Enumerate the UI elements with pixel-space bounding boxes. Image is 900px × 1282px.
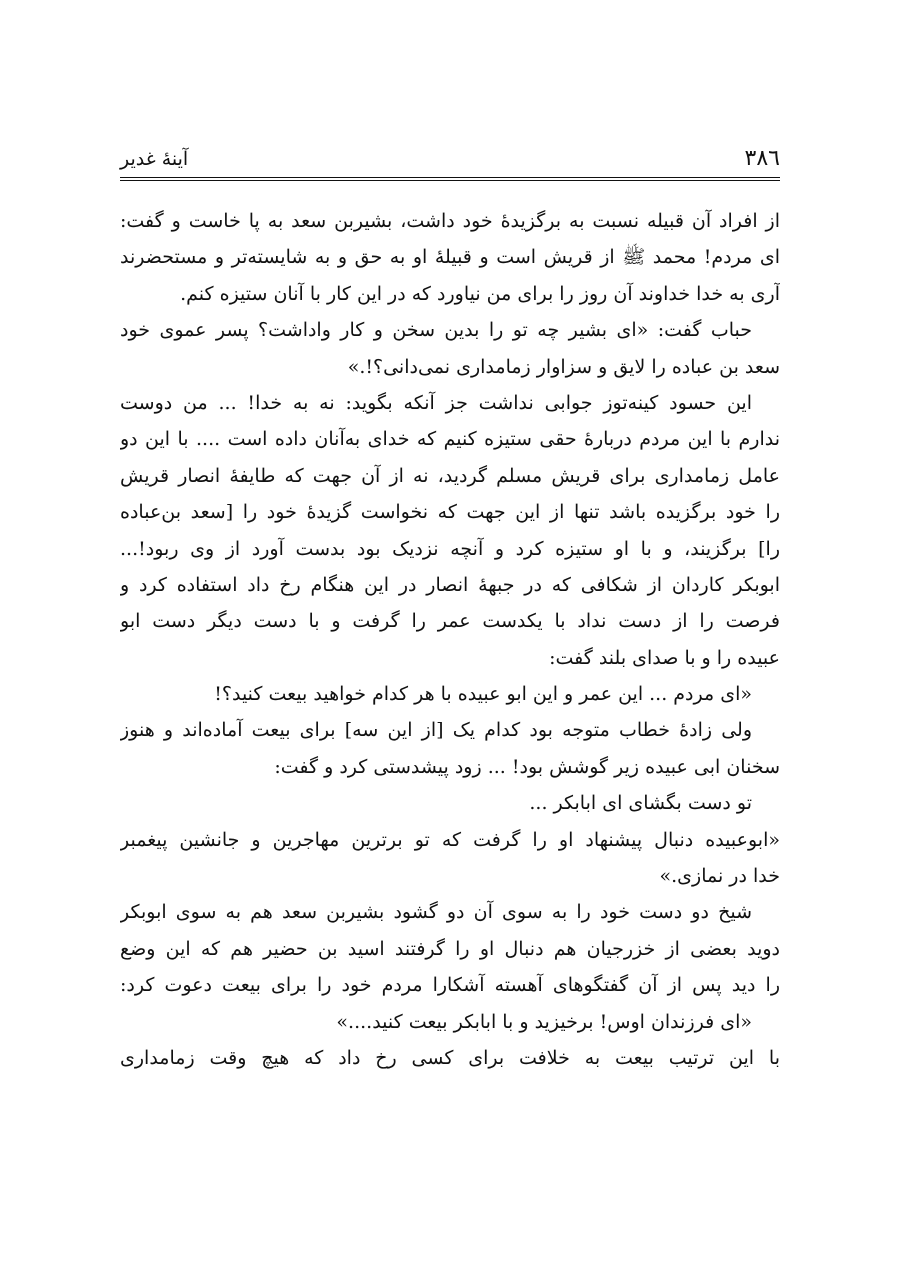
header-rule bbox=[120, 177, 780, 178]
page-header bbox=[120, 140, 780, 180]
text-line: با این ترتیب بیعت به خلافت برای کسی رخ داد که هیچ وقت زمامداری bbox=[120, 1046, 780, 1069]
text-line: را] برگزیند، و با او ستیزه کرد و آنچه نزدیک بود بدست آورد از وی ربود!... bbox=[120, 537, 780, 560]
text-line: آری به خدا خداوند آن روز را برای من نیاورد که در این کار با آنان ستیزه کنم. bbox=[180, 282, 780, 305]
text-line: عبیده را و با صدای بلند گفت: bbox=[549, 646, 780, 669]
text-line: سعد بن عباده را لایق و سزاوار زمامداری نمی‌دانی؟!.» bbox=[347, 355, 780, 378]
text-line: عامل زمامداری برای قریش مسلم گردید، نه از آن جهت که طایفۀ انصار قریش bbox=[120, 464, 780, 487]
page-number: ٣٨٦ bbox=[744, 146, 780, 171]
text-line: ولی زادۀ خطاب متوجه بود کدام یک [از این سه] برای بیعت آماده‌اند و هنوز bbox=[120, 719, 752, 742]
text-line: دوید بعضی از خزرجیان هم دنبال او را گرفتند اسید بن حضیر هم که این وضع bbox=[120, 937, 780, 960]
text-line: ندارم با این مردم دربارۀ حقی ستیزه کنیم که خدای به‌آنان داده است .... با این دو bbox=[120, 428, 780, 451]
text-line: این حسود کینه‌توز جوابی نداشت جز آنکه بگوید: نه به خدا! ... من دوست bbox=[120, 391, 752, 414]
text-line: از افراد آن قبیله نسبت به برگزیدۀ خود داشت، بشیربن سعد به پا خاست و گفت: bbox=[120, 210, 780, 232]
text-line: شیخ دو دست خود را به سوی آن دو گشود بشیربن سعد هم به سوی ابوبکر bbox=[120, 901, 752, 924]
text-line: «ابوعبیده دنبال پیشنهاد او را گرفت که تو برترین مهاجرین و جانشین پیغمبر bbox=[120, 828, 780, 851]
text-line: ای مردم! محمد ﷺ از قریش است و قبیلۀ او به حق و به شایسته‌تر و مستحضرند bbox=[120, 246, 780, 269]
header-rule-double bbox=[120, 180, 780, 181]
text-line: را خود برگزیده باشد تنها از این جهت که نخواست گزیدۀ خود را [سعد بن‌عباده bbox=[120, 501, 780, 524]
text-line: سخنان ابی عبیده زیر گوشش بود! ... زود پیشدستی کرد و گفت: bbox=[274, 755, 780, 778]
text-line: «ای مردم ... این عمر و این ابو عبیده با هر کدام خواهید بیعت کنید؟! bbox=[214, 683, 752, 706]
text-line: ابوبکر کاردان از شکافی که در جبهۀ انصار در این هنگام رخ داد استفاده کرد و bbox=[120, 573, 780, 596]
text-line: فرصت را از دست نداد با یکدست عمر را گرفت و با دست دیگر دست ابو bbox=[120, 610, 780, 633]
text-line: را دید پس از آن گفتگوهای آهسته آشکارا مردم خود را برای بیعت دعوت کرد: bbox=[120, 974, 780, 997]
text-line: «ای فرزندان اوس! برخیزید و با ابابکر بیعت کنید....» bbox=[336, 1010, 752, 1033]
text-line: تو دست بگشای ای ابابکر ... bbox=[529, 792, 752, 815]
text-line: خدا در نمازی.» bbox=[659, 865, 780, 888]
text-line: حباب گفت: «ای بشیر چه تو را بدین سخن و کار واداشت؟ پسر عموی خود bbox=[120, 319, 752, 342]
running-title: آینۀ غدیر bbox=[120, 148, 189, 170]
body-text bbox=[120, 203, 780, 1076]
